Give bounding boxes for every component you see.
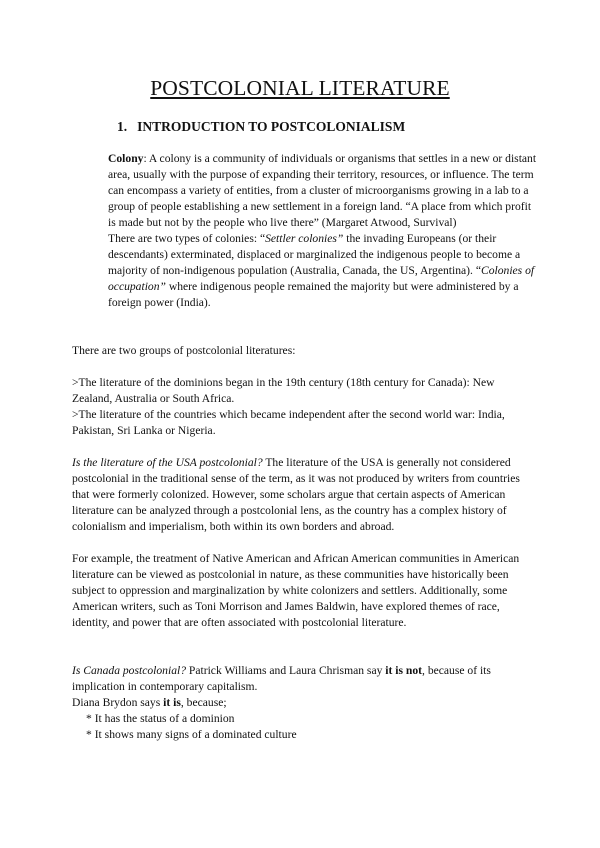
williams-reason: , because of its implication in contemporary capitalism. [72,664,491,693]
groups-list [72,375,532,439]
canada-brydon [72,695,532,711]
williams-verdict: it is not [385,664,423,677]
group-item: >The literature of the countries which became independent after the second world war: India, Pakistan, Sri Lanka or Nigeria. [72,408,505,437]
section-number: 1. [117,119,128,134]
colony-types [108,231,538,311]
group-item: >The literature of the dominions began in the 19th century (18th century for Canada): New Zealand, Australia or South Africa. [72,376,495,405]
brydon-verdict: it is [163,696,181,709]
canada-question: Is Canada postcolonial? [72,664,187,677]
section-heading-text: INTRODUCTION TO POSTCOLONIALISM [137,119,406,134]
canada-williams [72,663,532,695]
settler-colonies-text: the invading Europeans (or their descendants) exterminated, displaced or marginalized the indigenous people to become a majority of non-indigenous population (Australia, Canada, the US, Argentina). “ [108,232,521,277]
canada-reason-item: * It has the status of a dominion [86,712,235,725]
colony-types-intro: There are two types of colonies: “ [108,232,266,245]
brydon-text: Diana Brydon says [72,696,164,709]
brydon-reason: , because; [180,696,227,709]
colony-definition [108,151,538,231]
canada-section [72,663,532,743]
occupation-colonies-text: where indigenous people remained the majority but were administered by a foreign power (India). [108,280,519,309]
usa-question: Is the literature of the USA postcolonial? [72,456,263,469]
groups-intro: There are two groups of postcolonial literatures: [72,344,296,357]
williams-text: Patrick Williams and Laura Chrisman say [186,664,386,677]
usa-answer: The literature of the USA is generally not considered postcolonial in the traditional sense of the term, as it was not produced by writers from countries that were formerly colonized. However, some scholars argue that certain aspects of American literature can be analyzed through a postcolonial lens, as the country has a complex history of colonialism and imperialism, both within its own borders and abroad. [72,456,520,533]
section-heading [117,119,405,135]
colony-definition-text: : A colony is a community of individuals or organisms that settles in a new or distant area, usually with the purpose of expanding their territory, resources, or influence. The term can encompass a variety of entities, from a cluster of microorganisms growing in a lab to a group of people establishing a new settlement in a foreign land. “A place from which profit is made but not by the people who live there” (Margaret Atwood, Survival) [108,152,537,229]
settler-colonies-label: Settler colonies” [265,232,344,245]
usa-paragraph [72,455,532,535]
example-paragraph: For example, the treatment of Native American and African American communities in American literature can be viewed as postcolonial in nature, as these communities have historically been subject to oppression and marginalization by white colonizers and settlers. Additionally, some American writers, such as Toni Morrison and James Baldwin, have explored themes of race, identity, and power that are often associated with postcolonial literature. [72,552,520,629]
colony-definition-block [108,151,538,311]
canada-reason-item: * It shows many signs of a dominated culture [86,728,297,741]
occupation-colonies-label: Colonies of occupation” [108,264,535,293]
page-title: POSTCOLONIAL LITERATURE [150,76,450,100]
colony-term: Colony [108,152,144,165]
